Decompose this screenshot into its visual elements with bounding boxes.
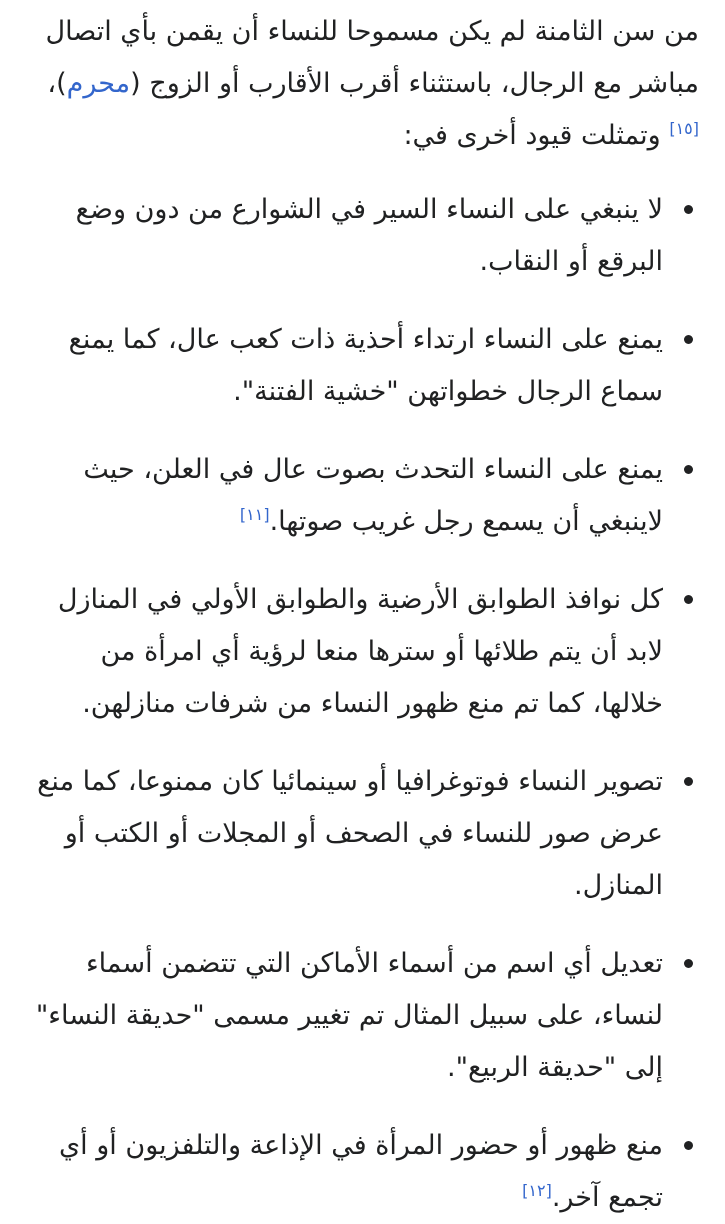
citation-link[interactable]: [١٥]: [669, 119, 699, 138]
bullet-icon: [684, 1141, 693, 1150]
citation-ref: [522, 1181, 552, 1200]
bullet-icon: [684, 465, 693, 474]
bullet-icon: [684, 205, 693, 214]
bullet-icon: [684, 335, 693, 344]
list-item-text: تصوير النساء فوتوغرافيا أو سينمائيا كان ممنوعا، كما منع عرض صور للنساء في الصحف أو المجلات أو الكتب أو المنازل.: [37, 766, 663, 901]
citation-link[interactable]: [١١]: [239, 505, 270, 524]
list-item-text: يمنع على النساء التحدث بصوت عال في العلن، حيث لاينبغي أن يسمع رجل غريب صوتها.: [83, 454, 663, 537]
link-mahram[interactable]: محرم: [66, 68, 131, 99]
list-item-text: تعديل أي اسم من أسماء الأماكن التي تتضمن أسماء لنساء، على سبيل المثال تم تغيير مسمى "حديقة النساء" إلى "حديقة الربيع".: [35, 948, 663, 1083]
list-item: [30, 314, 663, 418]
list-item: [30, 574, 663, 730]
list-item-text: لا ينبغي على النساء السير في الشوارع من دون وضع البرقع أو النقاب.: [75, 194, 663, 277]
list-item: [30, 1120, 663, 1224]
citation-link[interactable]: [١٢]: [522, 1181, 552, 1200]
intro-text: من سن الثامنة لم يكن مسموحا للنساء أن يقمن بأي اتصال مباشر مع الرجال، باستثناء أقرب الأقارب أو الزوج (: [45, 16, 699, 99]
list-item: [30, 184, 663, 288]
citation-ref: [240, 505, 270, 524]
intro-paragraph: [30, 6, 699, 162]
intro-text-end: وتمثلت قيود أخرى في:: [403, 120, 670, 151]
citation-ref: [669, 119, 699, 138]
bullet-icon: [684, 777, 693, 786]
list-item: [30, 756, 663, 912]
list-item-text: يمنع على النساء ارتداء أحذية ذات كعب عال، كما يمنع سماع الرجال خطواتهن "خشية الفتنة".: [68, 324, 663, 407]
list-item-text: منع ظهور أو حضور المرأة في الإذاعة والتلفزيون أو أي تجمع آخر.: [59, 1130, 663, 1213]
restrictions-list: [30, 184, 699, 1224]
bullet-icon: [684, 595, 693, 604]
bullet-icon: [684, 959, 693, 968]
list-item-text: كل نوافذ الطوابق الأرضية والطوابق الأولي في المنازل لابد أن يتم طلائها أو سترها منعا لرؤية أي امرأة من خلالها، كما تم منع ظهور النساء من شرفات منازلهن.: [57, 584, 663, 719]
list-item: [30, 444, 663, 548]
list-item: [30, 938, 663, 1094]
intro-text-after-link: )،: [47, 68, 67, 99]
